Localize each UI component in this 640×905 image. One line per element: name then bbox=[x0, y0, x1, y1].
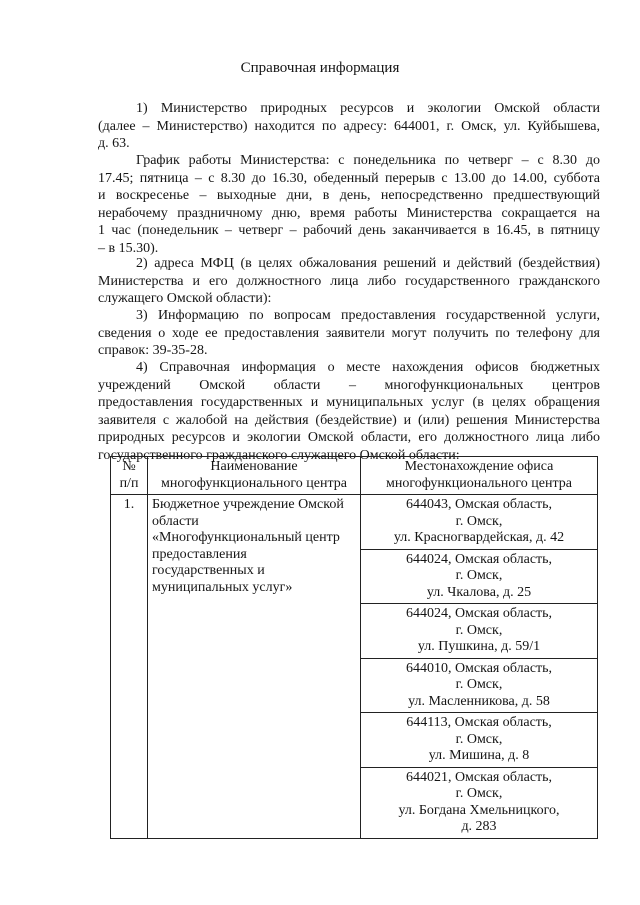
cell-text: 644043, Омская область, bbox=[405, 497, 553, 512]
cell-text: ул. Масленникова, д. 58 bbox=[408, 693, 550, 709]
text-line: и воскресенье – выходные дни, в день, непосредственно предшествующий bbox=[98, 188, 600, 203]
cell-text: ул. Мишина, д. 8 bbox=[428, 748, 530, 763]
header-text: многофункционального центра bbox=[385, 475, 573, 491]
cell-text: г. Омск, bbox=[455, 513, 503, 529]
header-text: Местонахождение офиса bbox=[404, 459, 554, 474]
text-line: График работы Министерства: с понедельника по четверг – с 8.30 до bbox=[136, 153, 600, 168]
cell-text: ул. Пушкина, д. 59/1 bbox=[417, 639, 541, 654]
cell-text: г. Омск, bbox=[455, 568, 503, 583]
cell-text: ул. Чкалова, д. 25 bbox=[426, 584, 532, 600]
cell-text: 644010, Омская область, bbox=[405, 660, 553, 676]
text-line: нерабочему праздничному дню, время работы Министерства сокращается на bbox=[98, 205, 600, 221]
office-address-cell bbox=[361, 495, 598, 550]
text-line: 3) Информацию по вопросам предоставления государственной услуги, bbox=[136, 308, 600, 323]
text-line: сведения о ходе ее предоставления заявители могут получить по телефону для bbox=[98, 325, 600, 341]
header-text: п/п bbox=[119, 475, 139, 491]
office-address-cell bbox=[361, 549, 598, 604]
office-address-cell bbox=[361, 713, 598, 768]
text-line: заявителя с жалобой на действия (бездействие) и (или) решения Министерства bbox=[98, 412, 600, 428]
header-text: Наименование bbox=[210, 459, 298, 474]
cell-text: предоставления bbox=[152, 546, 247, 562]
office-address-cell bbox=[361, 767, 598, 838]
text-line: предоставления государственных и муниципальных услуг (в целях обращения bbox=[98, 395, 600, 410]
cell-text: г. Омск, bbox=[455, 622, 503, 638]
text-line: д. 63. bbox=[98, 136, 130, 151]
center-name-cell bbox=[148, 495, 361, 839]
office-address-cell bbox=[361, 658, 598, 713]
text-line: природных ресурсов и экологии Омской области, его должностного лица либо bbox=[98, 430, 600, 445]
cell-text: области bbox=[152, 513, 199, 529]
row-number: 1. bbox=[111, 495, 148, 839]
cell-text: 644021, Омская область, bbox=[405, 769, 553, 785]
text-line: Министерства и его должностного лица либо государственного гражданского bbox=[98, 273, 600, 289]
paragraph-office-reference bbox=[98, 359, 600, 464]
text-line: 4) Справочная информация о месте нахождения офисов бюджетных bbox=[136, 360, 600, 375]
text-line: 2) адреса МФЦ (в целях обжалования решений и действий (бездействия) bbox=[136, 256, 600, 271]
header-number bbox=[111, 457, 148, 495]
cell-text: ул. Красногвардейская, д. 42 bbox=[393, 530, 565, 545]
cell-text: 644024, Омская область, bbox=[405, 606, 553, 621]
text-line: 1 час (понедельник – четверг – рабочий день заканчивается в 16.45, в пятницу bbox=[98, 223, 600, 238]
text-line: служащего Омской области): bbox=[98, 291, 272, 306]
text-line: – в 15.30). bbox=[98, 240, 159, 256]
cell-text: г. Омск, bbox=[455, 677, 503, 692]
text-line: 1) Министерство природных ресурсов и экологии Омской области bbox=[136, 101, 600, 116]
text-line: (далее – Министерство) находится по адресу: 644001, г. Омск, ул. Куйбышева, bbox=[98, 118, 600, 134]
paragraph-ministry-address bbox=[98, 100, 600, 153]
table-row bbox=[111, 495, 598, 550]
cell-text: «Многофункциональный центр bbox=[152, 530, 340, 545]
cell-text: 644113, Омская область, bbox=[406, 715, 552, 730]
cell-text: ул. Богдана Хмельницкого, bbox=[398, 802, 560, 818]
text-line: 17.45; пятница – с 8.30 до 16.30, обеденный перерыв с 13.00 до 14.00, суббота bbox=[98, 170, 600, 186]
paragraph-work-schedule bbox=[98, 152, 600, 257]
header-text: № bbox=[122, 459, 136, 474]
page-title: Справочная информация bbox=[240, 60, 400, 76]
table-header-row bbox=[111, 457, 598, 495]
cell-text: г. Омск, bbox=[455, 731, 503, 747]
header-center-name bbox=[148, 457, 361, 495]
text-line: государственного гражданского служащего Омской области: bbox=[98, 447, 460, 463]
office-address-cell bbox=[361, 604, 598, 659]
text-line: учреждений Омской области – многофункциональных центров bbox=[98, 377, 600, 393]
cell-text: Бюджетное учреждение Омской bbox=[152, 497, 344, 512]
header-text: многофункционального центра bbox=[160, 475, 348, 491]
paragraph-mfc-addresses bbox=[98, 255, 600, 308]
paragraph-phone-info bbox=[98, 307, 600, 360]
cell-text: г. Омск, bbox=[455, 786, 503, 801]
cell-text: д. 283 bbox=[461, 819, 497, 834]
header-office-location bbox=[361, 457, 598, 495]
cell-text: 644024, Омская область, bbox=[405, 551, 553, 567]
mfc-offices-table bbox=[110, 456, 598, 839]
text-line: справок: 39-35-28. bbox=[98, 343, 208, 358]
cell-text: государственных и bbox=[152, 563, 265, 578]
cell-text: муниципальных услуг» bbox=[152, 579, 293, 595]
